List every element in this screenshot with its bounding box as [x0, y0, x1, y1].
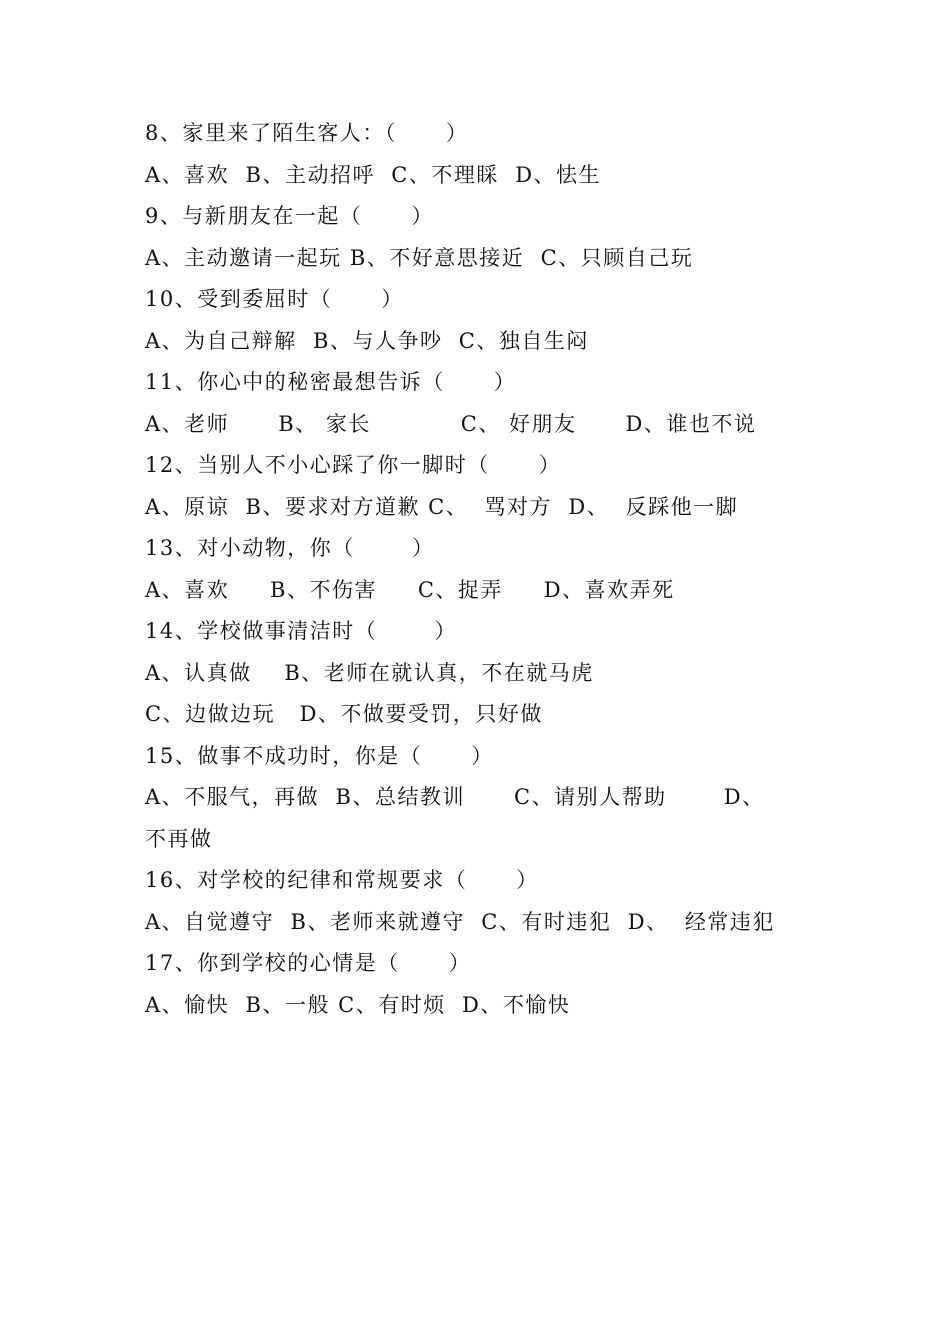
question-17-options: A、愉快 B、一般 C、有时烦 D、不愉快: [145, 992, 571, 1017]
question-13: 13、对小动物，你（ ）: [145, 536, 435, 560]
question-13-options: A、喜欢 B、不伤害 C、捉弄 D、喜欢弄死: [145, 577, 675, 602]
question-14: 14、学校做事清洁时（ ）: [145, 619, 457, 643]
question-16-options: A、自觉遵守 B、老师来就遵守 C、有时违犯 D、 经常违犯: [145, 909, 775, 934]
question-10: 10、受到委屈时（ ）: [145, 287, 404, 311]
question-15-options-wrap: 不再做: [145, 826, 213, 851]
question-8-options: A、喜欢 B、主动招呼 C、不理睬 D、怯生: [145, 162, 602, 187]
question-11: 11、你心中的秘密最想告诉（ ）: [145, 370, 517, 394]
question-9: 9、与新朋友在一起（ ）: [145, 204, 434, 228]
question-12-options: A、原谅 B、要求对方道歉 C、 骂对方 D、 反踩他一脚: [145, 494, 739, 519]
question-8: 8、家里来了陌生客人：（ ）: [145, 121, 469, 145]
question-11-options: A、老师 B、 家长 C、 好朋友 D、谁也不说: [145, 411, 757, 436]
question-9-options: A、主动邀请一起玩 B、不好意思接近 C、只顾自己玩: [145, 245, 694, 270]
questionnaire-page: [145, 113, 825, 1026]
question-14-options-cd: C、边做边玩 D、不做要受罚，只好做: [145, 702, 543, 726]
question-10-options: A、为自己辩解 B、与人争吵 C、独自生闷: [145, 328, 589, 353]
question-14-options-ab: A、认真做 B、老师在就认真，不在就马虎: [145, 660, 594, 685]
question-15-options: A、不服气，再做 B、总结教训 C、请别人帮助 D、: [145, 785, 765, 809]
question-17: 17、你到学校的心情是（ ）: [145, 951, 472, 975]
question-12: 12、当别人不小心踩了你一脚时（ ）: [145, 453, 562, 477]
question-16: 16、对学校的纪律和常规要求（ ）: [145, 868, 539, 892]
question-15: 15、做事不成功时，你是（ ）: [145, 743, 494, 768]
